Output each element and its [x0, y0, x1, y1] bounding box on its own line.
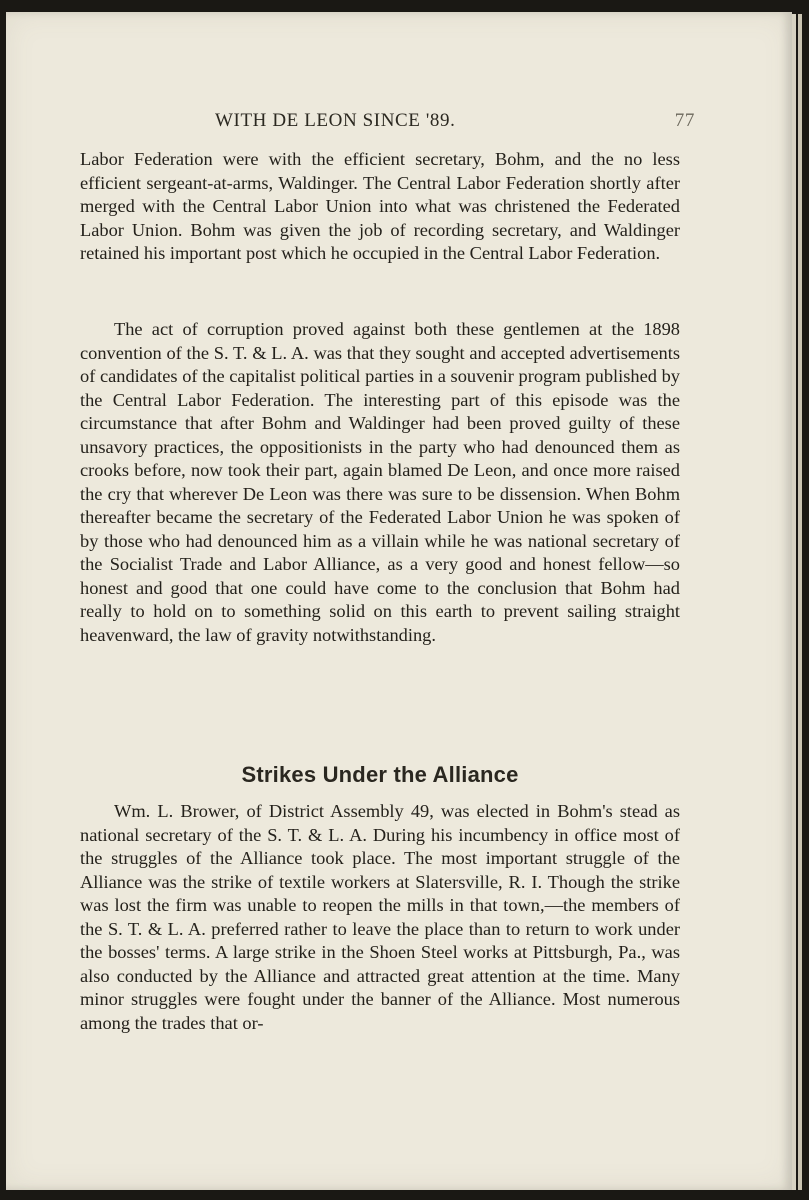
page-edge [792, 14, 796, 1190]
text-block [80, 800, 680, 1035]
paragraph: Wm. L. Brower, of District Assembly 49, was elected in Bohm's stead as national secretary of the S. T. & L. A. During his incumbency in office most of the struggles of the Alliance took place. The most important struggle of the Alliance was the strike of textile workers at Slatersville, R. I. Though the strike was lost the firm was unable to reopen the mills in that town,—the members of the S. T. & L. A. preferred rather to leave the place than to return to work under the bosses' terms. A large strike in the Shoen Steel works at Pittsburgh, Pa., was also conducted by the Alliance and attracted great attention at the time. Many minor struggles were fought under the banner of the Alliance. Most numerous among the trades that or- [80, 801, 680, 1033]
running-header [215, 110, 695, 140]
paragraph: Labor Federation were with the efficient secretary, Bohm, and the no less efficient sergeant-at-arms, Waldinger. The Central Labor Federation shortly after merged with the Central Labor Union into what was christened the Federated Labor Union. Bohm was given the job of recording secretary, and Waldinger retained his important post which he occupied in the Central Labor Federation. [80, 149, 680, 263]
page-number: 77 [674, 110, 695, 131]
text-block [80, 318, 680, 647]
running-title: WITH DE LEON SINCE '89. [215, 110, 456, 131]
paragraph: The act of corruption proved against both these gentlemen at the 1898 convention of the S. T. & L. A. was that they sought and accepted advertisements of candidates of the capitalist political parties in a souvenir program published by the Central Labor Federation. The interesting part of this episode was the circumstance that after Bohm and Waldinger had been proved guilty of these unsavory practices, the oppositionists in the party who had denounced them as crooks before, now took their part, again blamed De Leon, and once more raised the cry that wherever De Leon was there was sure to be dissension. When Bohm thereafter became the secretary of the Federated Labor Union he was spoken of by those who had denounced him as a villain while he was national secretary of the Socialist Trade and Labor Alliance, as a very good and honest fellow—so honest and good that one could have come to the conclusion that Bohm had really to hold on to something solid on this earth to prevent sailing straight heavenward, the law of gravity notwithstanding. [80, 319, 680, 645]
section-heading: Strikes Under the Alliance [241, 762, 519, 787]
text-block [80, 148, 680, 266]
page-edge [798, 14, 802, 1190]
